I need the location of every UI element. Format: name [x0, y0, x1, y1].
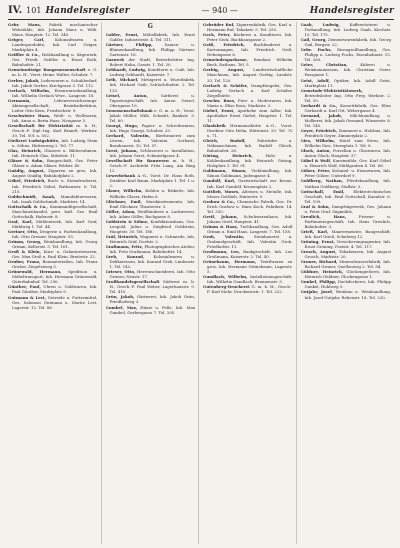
register-entry — [106, 188, 196, 198]
entry-details: Mühlenwerk, Inh. Karl Graf, Mühlweg 1. Tel. 44. — [12, 218, 98, 229]
register-entry — [106, 32, 196, 42]
register-entry — [301, 178, 392, 188]
register-entry — [301, 47, 392, 62]
entry-firm-name: Göbel & Wolf, — [300, 158, 332, 164]
entry-firm-name: Glaser, Wilhelm, — [105, 188, 143, 194]
entry-details: A.-G., Vorst. Dr. Hans Roth, Direktor Karl Baum, Marktplatz 1. Tel. 1 u. 2. — [109, 173, 195, 189]
entry-firm-name: Geck, Peter, — [203, 32, 231, 38]
register-entry — [106, 57, 196, 67]
register-entry — [8, 67, 98, 77]
entry-details: e. G. m. u. H., Vorst. Jakob Müller, Wilh. Schmitt, Bankstr. 3. Tel. 60. — [109, 107, 195, 123]
entry-firm-name: Glock, Anton, — [300, 148, 331, 154]
register-entry — [8, 98, 98, 113]
entry-firm-name: Gabler, Ernst, — [105, 32, 139, 37]
entry-details: Kunstmühle, Ges. Karl Göbel u. Heinrich Wolf, Mühlgraben 4. Tel. 66. — [304, 158, 391, 169]
entry-firm-name: Greulich, Hans, — [300, 213, 347, 219]
entry-firm-name: Gnädig, August, — [8, 168, 45, 174]
register-entry — [301, 22, 392, 37]
entry-details: Weiß- u. Wollwaren, Inh. Anna u. Berta Haas, Neugasse 5. — [12, 112, 98, 123]
entry-details: Dampfziegelei, Ges. Ludwig Gerlach u. Karl Schäfer, Ziegelhütte. — [207, 82, 293, 98]
entry-details: Hermannshütte A.-G., Vorst. Direktor Otto Helm, Hüttenstr. 20. Tel. 70 u. 71. — [207, 122, 293, 139]
register-entry — [8, 204, 98, 219]
entry-details: Weinbau u. Weinhandlung, Inh. Josef Gutjahr, Rebenstr. 18. Tel. 230. — [304, 289, 391, 300]
column-1 — [8, 22, 102, 544]
entry-details: Inh. Ludwig Stein u. Söhne, Hüttenweg 2. Tel. 77. — [12, 138, 98, 149]
entry-details: Wagnerei u. Schmiede, Inh. Heinrich Gräf, Dorfstr. 2. — [109, 233, 196, 244]
entry-details: Lebensversicherungs-Aktiengesellschaft, Bezirksdirektion, Leiter Otto Kern, Friedrichstr. 9. — [12, 97, 98, 113]
entry-firm-name: Gottlieb, Moses, — [203, 188, 240, 194]
entry-firm-name: Glasfabrik — [203, 122, 226, 128]
entry-details: Holz- u. Kohlenhandlung, Inh. Heinrich Göring, Holzplatz 1. Tel. 91. — [207, 153, 293, 169]
entry-details: Steinhauerei u. Grabmalgeschäft, Inh. Valentin Groh, Friedhofstr. 11. — [207, 233, 293, 250]
entry-details: G. m. b. H., Gesch.-F. Karl Mohr, Druckereistr. 1. Tel. 222. — [207, 284, 293, 295]
entry-firm-name: Gräf, Heinrich, — [105, 233, 139, 239]
entry-details: Tuchhandlung, Ges. Adolf Grimm u. Emil Haas, Langestr. 7. Tel. 158. — [207, 223, 293, 234]
entry-details: Musikinstrumente, Inh. Emil Glöckner, Theaterstr. 3. — [109, 198, 196, 209]
entry-details: Apotheke zum Adler, Inh. Apotheker Ernst Giebel, Hauptstr. 1. Tel. 11. — [207, 107, 293, 123]
entry-firm-name: Gernand, Jakob, — [300, 112, 343, 118]
entry-firm-name: Gebhardt, Ludwig, — [105, 67, 147, 73]
register-entry — [301, 138, 392, 148]
entry-details: Kolonialwaren u. Landesprodukte, Inh. Carl Geiger, Marktplatz 4. — [12, 37, 98, 53]
entry-details: Drogerie u. Farbenhandlung, Inh. Otto Greiner, Hauptstr. 55. — [12, 228, 98, 239]
header-left — [8, 4, 130, 18]
register-entry — [106, 254, 196, 269]
register-entry — [203, 178, 293, 188]
entry-details: Friseur- u. Parfümeriegeschäft, Inh. Hans Greulich, Bahnhofstr. 3. — [304, 213, 391, 229]
entry-firm-name: Gumbel, Max, — [105, 304, 138, 310]
entry-details: Buchbinderei u. Kartonnagen, Inh. Friedrich Geiß, Nebengasse 6. — [207, 42, 293, 58]
entry-details: Baumaterialien, Inh. Franz Gruber, Ziegeleiweg 5. — [12, 259, 98, 270]
entry-details: Weinhandlung, Inh. Georg Grimm, Kellerstr. 3. Tel. 161. — [12, 239, 98, 250]
entry-firm-name: Gebr. Fuchs, — [300, 47, 332, 53]
entry-details: Zementwarenfabrik, Inh. Georg Gail, Bergstr. 22. — [304, 37, 392, 48]
register-entry — [8, 148, 98, 158]
register-entry — [106, 294, 196, 304]
register-entry — [301, 113, 392, 128]
entry-details: Kaffeerösterei u. Teehandlung, Inh. Ludwig Gaab, Kirchstr. 10. Tel. 175. — [304, 22, 391, 38]
entry-details: Chemische Fabrik, Ges. Dr. Erich Grabow u. Hans Koch, Fabrikstr. 14. Tel. 330. — [207, 198, 293, 214]
register-entry — [203, 274, 293, 284]
register-entry — [301, 269, 392, 279]
entry-firm-name: Gutmann & Levi, — [8, 294, 46, 300]
entry-details: Spedition u. Möbeltransport, Inh. Hermann Grünewald, Güterbahnhof. Tel. 290. — [12, 269, 98, 285]
entry-firm-name: Gruber, Franz, — [8, 259, 41, 265]
entry-details: Landwirtschaftliche Maschinen, Inh. August Gerbig, Landstr. 33. Tel. 120. — [207, 67, 293, 83]
register-entry — [106, 148, 196, 158]
entry-details: m. b. H., Gesch.-F. Dipl.-Ing. Karl Brandt, Werkstr. 30. Tel. 501 u. 502. — [12, 122, 98, 139]
register-entry — [301, 259, 392, 269]
register-entry — [301, 239, 392, 249]
column-2 — [106, 22, 200, 544]
entry-details: Kolonialwaren u. Delikatessen, Inh. Konrad Greb, Lindenstr. 1. Tel. 142. — [109, 254, 195, 270]
entry-details: Weißbinderei u. Lackiererei, Inh. Adam Göller, Bachgasse 8. — [109, 208, 195, 219]
entry-details: Korsettfabrik, Ges. Elise Gerhardt u. Karl Ott, Webergasse 4. — [304, 102, 391, 113]
entry-details: Photographisches Atelier, Inh. Fritz Graßmann, Bahnhofstr. 14. — [109, 243, 196, 255]
entry-firm-name: Gerlach & Schäfer, — [203, 82, 248, 88]
entry-firm-name: Gölzer, Peter, — [300, 168, 331, 174]
entry-firm-name: Geib, Michael, — [105, 77, 139, 83]
entry-details: Metzgerei u. Wurstfabrik, Inh. Michael Geib, Schlachthofstr. 2. Tel. 133. — [109, 77, 195, 93]
volume-number: IV. — [8, 5, 23, 16]
entry-details: der Stadt, Betriebsleiter Ing. Robert Hahn, Gasstr. 1. Tel. 20. — [109, 57, 195, 68]
entry-firm-name: Greb, Konrad, — [105, 254, 145, 260]
entry-details: Versicherungsagentur, Inh. Ernst Gröning, Poststr. 4. Tel. 117. — [304, 239, 391, 250]
entry-firm-name: Göller, Adam, — [105, 208, 136, 214]
entry-details: Küferei u. Weinkommission, Inh. Christian Geier, Fassgasse 1. — [304, 62, 391, 78]
entry-firm-name: Gemeinde-Elektrizitätswerk, — [300, 87, 363, 93]
register-entry — [301, 229, 392, 239]
section-letter: G — [147, 23, 153, 30]
entry-details: Holzhandlung u. Sägewerk, Ges. Friedr. Geißler u. Ernst Roth, Bahnhofstr. 21. — [12, 52, 98, 68]
entry-firm-name: Gaswerk — [105, 57, 125, 63]
register-entry — [301, 289, 392, 299]
entry-details: Manufakturwaren, Inh. Isaak Goldschmidt, Marktstr. 14. — [12, 193, 98, 204]
entry-firm-name: Gläser & Sohn, — [8, 158, 44, 164]
register-entry — [8, 158, 98, 168]
entry-firm-name: Gerlach, Wilhelm, — [8, 87, 51, 93]
center-page-number: — 940 — — [201, 6, 238, 15]
register-entry — [8, 239, 98, 249]
entry-details: Milchhandlung u. Molkerei, Inh. Jakob Gernand, Wiesenstr. 8. Tel. 145. — [304, 112, 391, 128]
register-entry — [301, 62, 392, 77]
register-entry — [106, 209, 196, 219]
entry-firm-name: Gebr. Maus, — [8, 22, 41, 27]
entry-details: Kohlen u. Briketts, Inh. Wilhelm Glaser, Hafen 6. — [109, 188, 195, 199]
entry-firm-name: Geschwister Haas, — [8, 112, 51, 118]
register-entry — [203, 22, 293, 32]
entry-details: Maurermeister, Baugeschäft, Inh. Karl Grieß, Schulweg 12. — [304, 228, 391, 239]
entry-firm-name: Greif, Johann, — [203, 213, 238, 219]
register-entry — [8, 259, 98, 269]
entry-firm-name: Genossenschaftsbank — [105, 107, 153, 113]
entry-firm-name: Georgi, Hugo, — [105, 122, 139, 128]
entry-firm-name: Gottschalk & Co., — [8, 203, 48, 209]
entry-firm-name: Grimm & Haas, — [203, 223, 239, 229]
entry-details: Zimmerei u. Holzbau, Inh. Friedrich Geyer, Zimmerplatz 2. — [304, 127, 391, 139]
entry-firm-name: Gail, Georg, — [300, 37, 327, 43]
entry-firm-name: Gundlach, Wilhelm, — [203, 274, 248, 280]
register-entry — [301, 214, 392, 229]
register-entry — [8, 269, 98, 284]
entry-details: Getreide u. Futtermittel, Ges. Salomon Gutmann u. Moritz Levi, Lagerstr. 12. Tel. 88. — [12, 294, 98, 310]
entry-details: Eisengroßhandlung, Ges. Philipp u. Ludwig Fuchs, Eisenbahnstr. 15. Tel. 260. — [304, 47, 392, 63]
register-entry — [8, 52, 98, 67]
register-entry — [203, 153, 293, 168]
register-entry — [8, 37, 98, 52]
entry-firm-name: Geier, Christian, — [300, 62, 348, 68]
entry-firm-name: Gleich, Rudolf, — [203, 138, 246, 144]
register-entry — [203, 32, 293, 42]
register-entry — [8, 88, 98, 98]
register-entry — [106, 123, 196, 133]
register-entry — [8, 22, 98, 37]
entry-firm-name: Geißler & Co., — [8, 52, 40, 58]
entry-firm-name: Gutenberg-Druckerei — [203, 284, 250, 290]
register-entry — [8, 249, 98, 259]
register-entry — [203, 189, 293, 199]
entry-details: Fahrräder u. Nähmaschinen, Inh. Rudolf Gleich, Bahnhofstr. 28. — [207, 138, 293, 154]
register-entry — [301, 37, 392, 47]
entry-details: Gärtnerei, Inh. Jakob Grün, Friedhofweg 3. — [109, 294, 195, 305]
entry-details: Glaserei u. Bilderrahmen, Inh. Heinrich Glas, Mittelstr. 11. — [12, 148, 98, 159]
entry-details: Dachdeckerei, Inh. Philipp Gunkel, Hohlweg 5. — [304, 279, 391, 290]
entry-details: Elektrotechnisches Geschäft, Inh. Emil Gottschall, Kanalstr. 6. Tel. 199. — [304, 188, 392, 204]
register-entry — [203, 234, 293, 249]
register-entry — [106, 67, 196, 77]
entry-firm-name: Goldberg, Nathan, — [300, 178, 344, 184]
register-entry — [301, 148, 392, 158]
register-entry — [106, 234, 196, 244]
register-entry — [301, 249, 392, 259]
entry-firm-name: Gerber, Jakob, — [8, 77, 40, 83]
entry-details: Putz- u. Modewaren, Inh. Maria u. Elise Roos, Marktstr. 3. — [207, 97, 293, 108]
register-entry — [106, 108, 196, 123]
entry-firm-name: Glas, Heinrich, — [8, 148, 42, 154]
register-columns — [8, 22, 394, 544]
left-running-title: Handelsregister — [45, 6, 130, 16]
entry-firm-name: Gemeinnützige Baugenossenschaft — [8, 67, 86, 73]
entry-firm-name: Großhandelsgesellschaft — [105, 279, 160, 285]
register-entry — [203, 168, 293, 178]
register-entry — [301, 204, 392, 214]
entry-firm-name: Grabow & Co., — [203, 198, 236, 204]
entry-details: Zigarren en gros, Inh. August Gnädig, Bahnhofplatz 2. — [12, 168, 98, 179]
register-entry — [203, 123, 293, 138]
entry-details: Gastwirtschaft zur Krone, Inh. Karl Gondolf, Kronenplatz 2. — [207, 178, 293, 189]
entry-firm-name: Göring, Heinrich, — [203, 153, 253, 159]
entry-firm-name: Gesellschaft für Bauwesen — [105, 158, 169, 164]
entry-details: Mineralwasserfabrik, Inh. Richard Gruner, Quellenweg 2. Tel. 84. — [304, 259, 391, 270]
entry-details: Fabrik mechanischer Webstühle, Inh. Johann Maus u. Wilh. Maus, Hauptstr. 12. Tel. 340. — [12, 22, 98, 38]
entry-details: Kommanditgesellschaft, Maschinenhandel, pers. haft. Ges. Emil Gottschalk, Hafenstr. 8. — [12, 203, 98, 219]
register-entry — [203, 83, 293, 98]
entry-firm-name: Grünewald, Hermann, — [8, 269, 62, 275]
entry-details: Rendant Wilhelm Beck, Rathaus. Tel. 5. — [207, 57, 293, 68]
entry-firm-name: Groh, Valentin, — [203, 233, 245, 239]
register-entry — [106, 199, 196, 209]
entry-firm-name: Gerbig, August, — [203, 67, 245, 73]
entry-firm-name: Gerhardt & Co., — [300, 102, 338, 108]
entry-firm-name: Glöckner, Emil, — [105, 198, 142, 204]
entry-firm-name: Grimm, Georg, — [8, 239, 42, 245]
entry-details: Bäckerei u. Konditorei, Inh. Peter Geck, Backhausgasse 2. — [207, 32, 293, 43]
entry-firm-name: Geiß, Friedrich, — [203, 42, 245, 48]
entry-details: Porzellan u. Glaswaren, Inh. Anton Glock, Hauptstr. 37. — [304, 148, 392, 159]
register-entry — [8, 219, 98, 229]
entry-firm-name: Großmann, Leo, — [203, 249, 240, 255]
entry-firm-name: Goldmann, Simon, — [203, 168, 247, 174]
entry-details: Kurz- u. Galanteriewaren, Ges. Max Groß u. Paul Klein, Breitestr. 22. — [12, 249, 98, 260]
entry-firm-name: Gottschall, Emil, — [300, 188, 345, 194]
entry-firm-name: Gesellschaft für Elektrizität — [8, 122, 73, 128]
register-entry — [8, 229, 98, 239]
entry-firm-name: Grünebaum, Hermann, — [203, 259, 257, 265]
register-entry — [301, 279, 392, 289]
entry-firm-name: Gewerbebank — [105, 173, 136, 179]
entry-details: Bierbrauerei zum Löwen, Inh. Valentin Gerhard, Brauhausstr. 10. Tel. 97. — [109, 132, 195, 149]
entry-details: Optiker, Inh. Adolf Geist, Marktplatz 11. — [304, 77, 391, 88]
entry-firm-name: Gunkel, Philipp, — [300, 279, 337, 285]
entry-details: Hotel zum Stern, Inh. Wilhelm Gies, Sternplatz 1. Tel. 8. — [304, 138, 391, 149]
register-entry — [203, 42, 293, 57]
register-entry — [8, 113, 98, 123]
entry-firm-name: Geiger, Carl, — [8, 37, 45, 43]
entry-firm-name: Gaab, Ludwig, — [300, 22, 340, 27]
register-entry — [106, 305, 196, 315]
entry-details: Bankgeschäft, Inh. Leo Großmann, Kaiserstr. 2. Tel. 40. — [207, 249, 293, 260]
entry-firm-name: Graf & Sohn, — [300, 203, 330, 209]
entry-firm-name: Grosch, August, — [300, 249, 337, 255]
register-entry — [8, 138, 98, 148]
entry-firm-name: Goldschmidt, Isaak, — [8, 193, 56, 199]
register-entry — [301, 78, 392, 88]
entry-details: Kolonial- u. Eisenwaren, Inh. Peter Gölzer, Unterdorf 9. — [304, 168, 391, 179]
entry-details: Tabakwaren, Inh. August Grosch, Marktstr. 20. — [304, 249, 392, 260]
entry-firm-name: Giebel, Ernst, — [203, 107, 235, 113]
left-page-number: 101 — [26, 6, 42, 15]
entry-firm-name: Gröning, Ernst, — [300, 239, 335, 245]
register-entry — [8, 284, 98, 294]
column-4 — [301, 22, 395, 544]
entry-details: e. G. m. b. H., Vorst. Heinr. Walter, Schulstr. 7. — [12, 67, 98, 78]
entry-details: Betriebsleiter Ing. Otto Frey, Werkstr. 2. Tel. 30. — [304, 92, 391, 103]
register-entry — [203, 67, 293, 82]
entry-firm-name: Greiner, Otto, — [8, 228, 39, 234]
entry-details: Schuhwarenhaus, Inh. Johann Greif, Hauptstr. 41. — [207, 213, 293, 224]
register-entry — [8, 194, 98, 204]
entry-details: m. b. H., Gesch.-F. Architekt Fritz Lang, Am Ring 12. — [109, 158, 195, 174]
register-entry — [203, 57, 293, 67]
register-entry — [8, 178, 98, 193]
register-entry — [301, 88, 392, 103]
entry-firm-name: Güldner, Heinrich, — [300, 269, 344, 275]
entry-firm-name: Gebrüder Ruf, — [203, 22, 235, 27]
entry-details: Dampfsägewerk, Ges. Johann u. Peter Graf, Sägmühle. — [304, 203, 391, 214]
entry-details: Papier- u. Schreibwaren, Inh. Hugo Georgi, Schulstr. 25. — [109, 122, 195, 133]
register-entry — [203, 284, 293, 294]
entry-firm-name: Gutjahr, Josef, — [300, 289, 334, 295]
entry-details: Pferdehandlung, Inh. Nathan Goldberg, Stallstr. 3. — [304, 178, 391, 189]
entry-details: Sattlerei u. Tapeziergeschäft, Inh. Anton Geisel, Obergasse 19. — [109, 92, 195, 108]
register-entry — [106, 42, 196, 57]
header-rule — [8, 19, 394, 20]
register-entry — [8, 295, 98, 310]
entry-details: Textilwaren en gros, Inh. Hermann Grünebaum, Lagerstr. 5. — [207, 259, 293, 275]
register-entry — [8, 123, 98, 138]
entry-details: Buch- u. Steindruckerei, Inh. Friedrich Göbel, Rathausstr. 6. Tel. 215. — [12, 178, 98, 194]
entry-firm-name: Gruner, Richard, — [300, 259, 338, 265]
register-entry — [106, 279, 196, 294]
register-entry — [106, 133, 196, 148]
column-3 — [203, 22, 297, 544]
entry-details: Installationsgeschäft, Inh. Wilhelm Gundlach, Brunnenstr. 3. — [207, 274, 293, 285]
register-entry — [203, 98, 293, 108]
entry-firm-name: Geschw. Roos, — [203, 97, 236, 103]
register-entry — [203, 214, 293, 224]
register-entry — [8, 78, 98, 88]
entry-firm-name: Graßmann, Fritz, — [105, 243, 144, 249]
entry-details: Herrenschneiderei, Inh. Otto Grieser, Neustr. 17. — [109, 269, 195, 280]
entry-details: Möbelfabrik, Inh. Ernst Gabler, Industriestr. 4. Tel. 311. — [109, 32, 195, 43]
entry-details: Samen- u. Blumenhandlung, Inh. Philipp Gärtner, Gartenstr. 16. — [109, 42, 196, 58]
entry-firm-name: Geisel, Anton, — [105, 92, 148, 98]
register-entry — [106, 244, 196, 254]
entry-firm-name: Göbel, Friedrich, — [8, 178, 46, 184]
entry-details: Südwest m. b. H., Gesch.-F. Paul Weber, Lagerhausstr. 9. Tel. 410. — [109, 279, 195, 295]
entry-details: Konditorei u. Café, Inh. Ludwig Gebhardt, Kaiserstr. 7. — [109, 67, 195, 78]
entry-firm-name: Grün, Jakob, — [105, 294, 135, 300]
register-entry — [203, 108, 293, 123]
entry-firm-name: Gondolf, Karl, — [203, 178, 236, 184]
entry-firm-name: Gießerei Ludwigshütte, — [8, 138, 60, 144]
entry-firm-name: Goldstein & Söhne, — [105, 218, 149, 224]
register-entry — [301, 128, 392, 138]
entry-firm-name: Groß & Klein, — [8, 249, 41, 255]
register-entry — [203, 259, 293, 274]
entry-details: Uhren u. Goldwaren, Inh. Paul Günther, Marktplatz 9. — [12, 284, 98, 295]
entry-firm-name: Günther, Paul, — [8, 284, 41, 290]
entry-details: Schlosserei u. Installation, Inh. Johann Gerst, Schmiedgasse 4. — [109, 148, 195, 159]
register-entry — [106, 158, 196, 173]
register-entry — [106, 269, 196, 279]
register-entry — [8, 168, 98, 178]
register-entry — [203, 249, 293, 259]
entry-details: Konfektionshaus, Ges. Leopold, Julius u. Siegfried Goldstein, Hauptstr. 30. Tel. 180. — [109, 218, 195, 234]
register-entry — [106, 77, 196, 92]
register-entry — [301, 189, 392, 204]
register-entry — [301, 168, 392, 178]
register-entry — [106, 219, 196, 234]
entry-firm-name: Gärtner, Philipp, — [105, 42, 153, 48]
register-entry — [203, 138, 293, 153]
register-entry — [106, 173, 196, 188]
entry-details: Glockengießerei, Inh. Heinrich Güldner, Glockengasse 1. — [304, 269, 391, 280]
entry-details: Alteisen u. Metalle, Inh. Moses Gottlieb, Hinterstr. 9. — [207, 188, 293, 199]
entry-firm-name: Gerst, Johann, — [105, 148, 138, 154]
right-running-title: Handelsregister — [309, 6, 394, 16]
entry-details: Zigarrenfabrik, Ges. Karl u. Hermann Ruf, Tabakstr. 5. Tel. 250. — [207, 22, 293, 33]
entry-details: Häute u. Felle, Inh. Max Gumbel, Gerbergasse 7. Tel. 205. — [109, 304, 195, 315]
entry-firm-name: Germania, — [8, 97, 31, 103]
entry-firm-name: Gerhard, Valentin, — [105, 132, 151, 138]
entry-firm-name: Grieß, Karl, — [300, 228, 329, 234]
entry-firm-name: Gemeindesparkasse, — [203, 57, 248, 63]
register-entry — [203, 199, 293, 214]
register-entry — [301, 103, 392, 113]
entry-details: Baugeschäft, Ges. Peter Gläser u. Adam Gläser, Feldstr. 40. — [12, 158, 98, 169]
entry-details: Eisenwarenhandlung, Inh. Wilhelm Gerlach Wwe., Langestr. 18. — [12, 87, 98, 98]
register-entry — [301, 158, 392, 168]
page-header — [8, 4, 394, 18]
entry-firm-name: Gies, Wilhelm, — [300, 138, 336, 144]
register-entry — [106, 93, 196, 108]
entry-firm-name: Geyer, Friedrich, — [300, 127, 338, 133]
entry-details: Viehhandlung, Inh. Simon Goldmann, Judengasse 4. — [207, 168, 293, 179]
entry-firm-name: Geist, Adolf, — [300, 77, 330, 83]
register-entry — [203, 224, 293, 234]
entry-firm-name: Graf, Karl, — [8, 218, 33, 224]
entry-firm-name: Grieser, Otto, — [105, 269, 136, 275]
entry-details: Lederwaren u. Schuhbedarf, Inh. Jakob Gerber, Kirchgasse 3. Tel. 112. — [12, 77, 98, 88]
